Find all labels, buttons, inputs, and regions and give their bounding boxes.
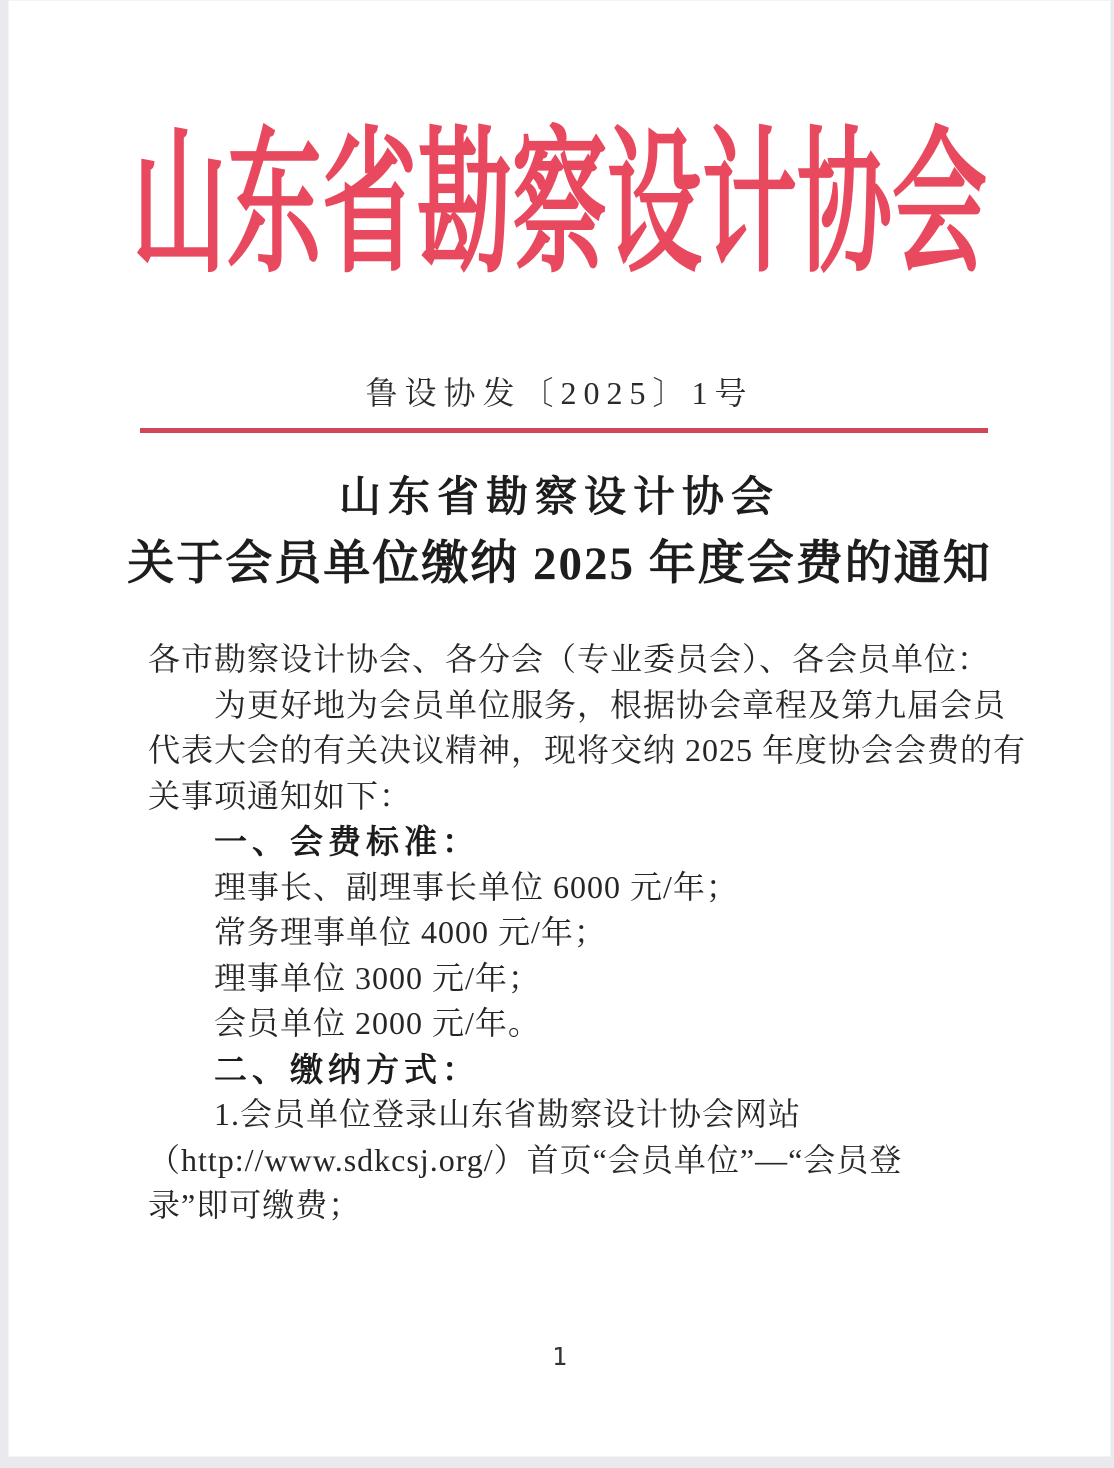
letterhead-red-rule xyxy=(140,428,988,433)
fee-standard-line2: 常务理事单位 4000 元/年； xyxy=(214,914,607,950)
payment-method-item1-line1: 1.会员单位登录山东省勘察设计协会网站 xyxy=(214,1096,802,1132)
intro-paragraph-line2: 代表大会的有关决议精神，现将交纳 2025 年度协会会费的有 xyxy=(148,732,1027,768)
salutation-line: 各市勘察设计协会、各分会（专业委员会）、各会员单位： xyxy=(148,641,991,677)
document-body xyxy=(148,637,1027,1229)
intro-paragraph-line3: 关事项通知如下： xyxy=(148,777,413,814)
document-reference-number: 鲁设协发〔2025〕1号 xyxy=(365,375,754,411)
intro-paragraph-line1: 为更好地为会员单位服务，根据协会章程及第九届会员 xyxy=(214,686,1007,723)
letterhead-org-name: 山东省勘察设计协会 xyxy=(131,117,987,292)
fee-standard-line4: 会员单位 2000 元/年。 xyxy=(214,1005,541,1041)
section1-heading: 一、会费标准： xyxy=(214,823,480,860)
document-title-line2: 关于会员单位缴纳 2025 年度会费的通知 xyxy=(127,538,992,590)
fee-standard-line1: 理事长、副理事长单位 6000 元/年； xyxy=(214,868,739,905)
document-page xyxy=(8,0,1111,1457)
section2-heading: 二、缴纳方式： xyxy=(214,1050,480,1088)
fee-standard-line3: 理事单位 3000 元/年； xyxy=(214,959,541,996)
payment-method-item1-line3: 录”即可缴费； xyxy=(148,1187,362,1223)
payment-method-item1-line2: （http://www.sdkcsj.org/）首页“会员单位”—“会员登 xyxy=(148,1141,903,1178)
document-title-line1: 山东省勘察设计协会 xyxy=(338,475,780,521)
page-number: 1 xyxy=(551,1342,568,1371)
